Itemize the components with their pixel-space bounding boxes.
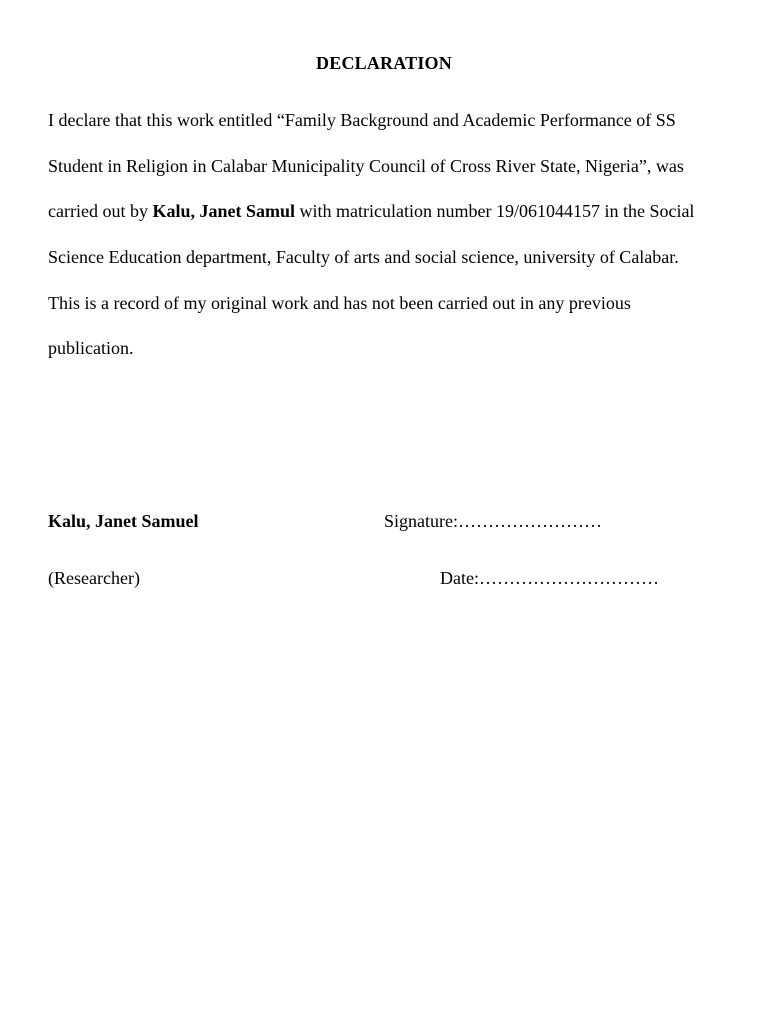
paragraph-line: Science Education department, Faculty of arts and social science, university of Calabar. <box>48 247 679 268</box>
paragraph-text: carried out by <box>48 201 153 222</box>
declaration-paragraph <box>48 109 738 383</box>
date-line: Date:………………………… <box>440 568 659 588</box>
researcher-name: Kalu, Janet Samuel <box>48 511 199 531</box>
paragraph-text: with matriculation number 19/061044157 in the Social <box>295 201 695 222</box>
author-name-inline: Kalu, Janet Samul <box>152 201 295 222</box>
paragraph-line: I declare that this work entitled “Family Background and Academic Performance of SS <box>48 110 676 130</box>
paragraph-line: This is a record of my original work and has not been carried out in any previous <box>48 292 631 313</box>
researcher-role: (Researcher) <box>48 568 140 588</box>
paragraph-line <box>48 200 738 246</box>
paragraph-line: publication. <box>48 338 134 359</box>
paragraph-line: Student in Religion in Calabar Municipality Council of Cross River State, Nigeria”, was <box>48 155 684 176</box>
signature-line: Signature:…………………… <box>384 511 602 531</box>
page-title: DECLARATION <box>316 53 452 73</box>
